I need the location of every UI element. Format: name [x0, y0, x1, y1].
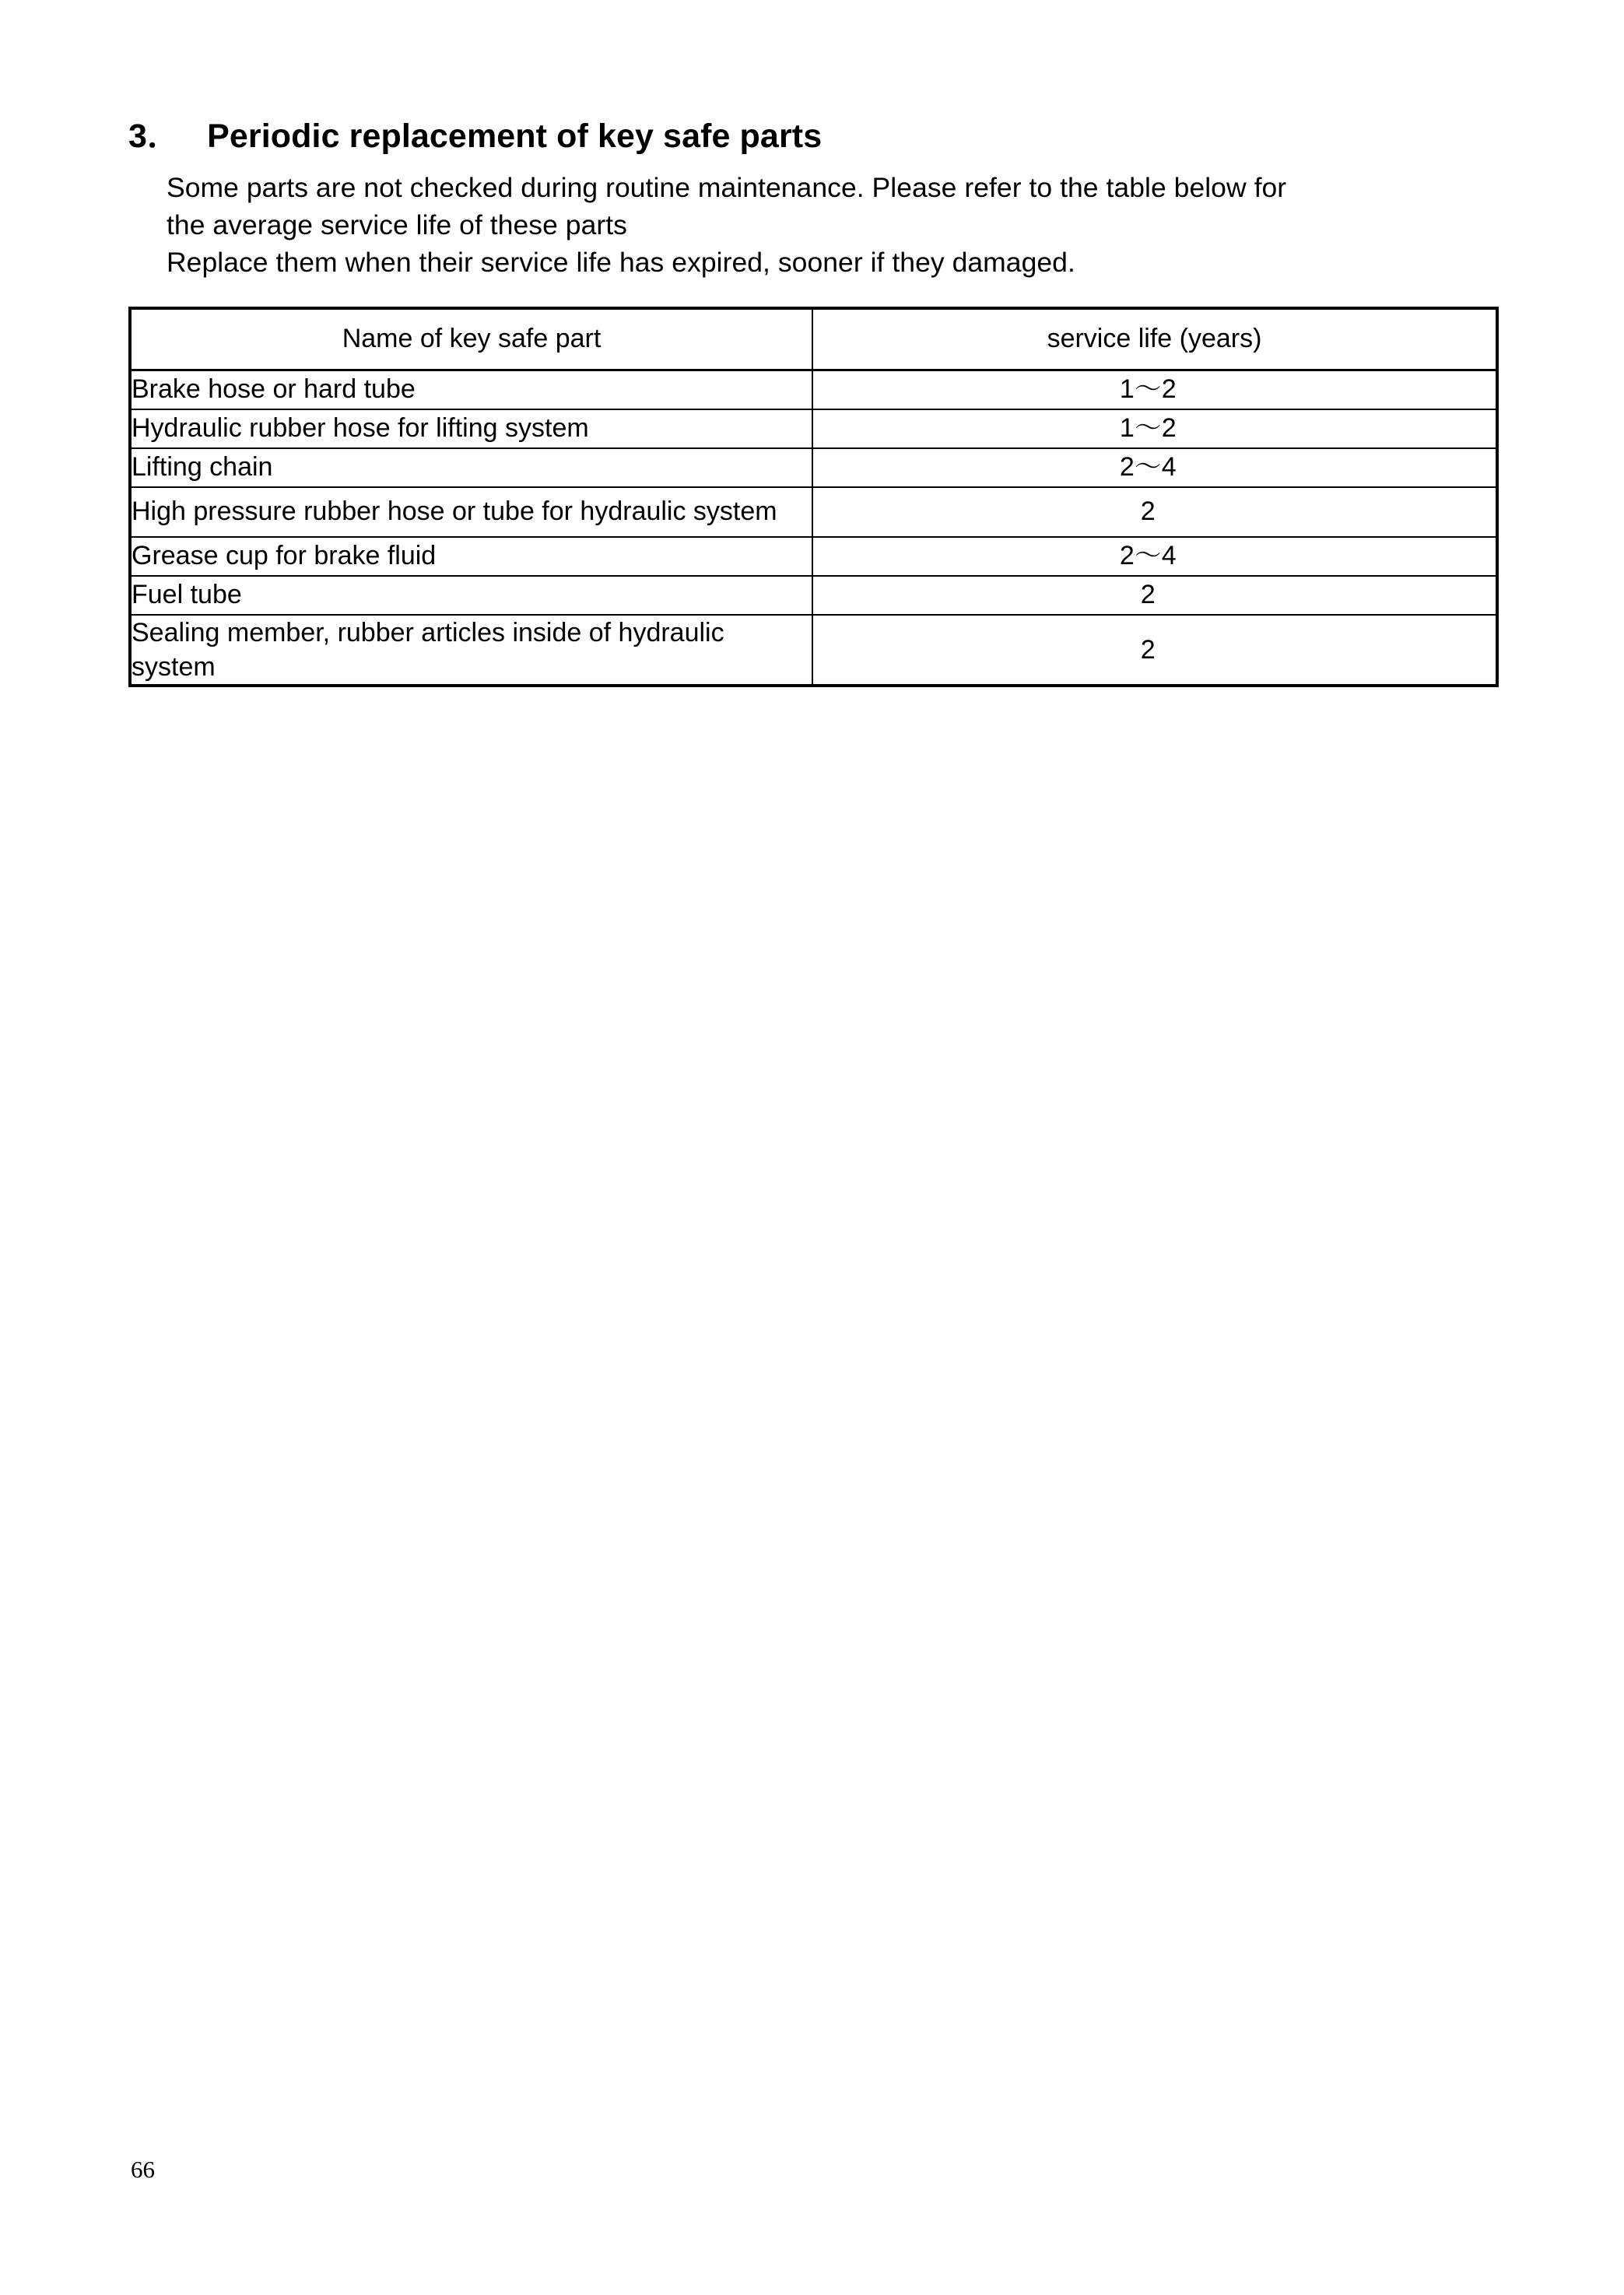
table-row — [130, 576, 1497, 615]
table-row — [130, 537, 1497, 576]
section-number-separator: ． — [147, 118, 181, 155]
service-life-cell — [812, 370, 1497, 409]
part-name-cell: Brake hose or hard tube — [130, 370, 812, 409]
service-life-cell — [812, 448, 1497, 487]
column-header-service-life: service life (years) — [812, 308, 1497, 370]
service-life-value: 1〜2 — [1119, 374, 1177, 405]
part-name-cell: Grease cup for brake fluid — [130, 537, 812, 576]
table-header-row — [130, 308, 1497, 370]
part-name-cell: Lifting chain — [130, 448, 812, 487]
service-life-value: 2 — [1140, 580, 1156, 610]
key-safe-parts-table — [128, 307, 1499, 687]
parts-table-container — [128, 307, 1496, 687]
service-life-value: 2 — [1140, 634, 1156, 665]
section-heading — [128, 117, 1496, 156]
intro-line-3: Replace them when their service life has expired, sooner if they damaged. — [167, 247, 1075, 279]
service-life-cell — [812, 409, 1497, 448]
intro-line-2: the average service life of these parts — [167, 209, 627, 240]
part-name-cell: High pressure rubber hose or tube for hydraulic system — [130, 487, 812, 537]
service-life-value: 2 — [1140, 497, 1156, 527]
page-content — [128, 117, 1496, 687]
service-life-cell — [812, 487, 1497, 537]
service-life-cell — [812, 576, 1497, 615]
table-row — [130, 615, 1497, 686]
part-name-cell: Sealing member, rubber articles inside of hydraulic system — [130, 615, 812, 686]
section-title: Periodic replacement of key safe parts — [207, 118, 823, 155]
table-row — [130, 487, 1497, 537]
table-row — [130, 370, 1497, 409]
column-header-part-name: Name of key safe part — [130, 308, 812, 370]
part-name-cell: Hydraulic rubber hose for lifting system — [130, 409, 812, 448]
service-life-cell — [812, 615, 1497, 686]
service-life-value: 2〜4 — [1119, 452, 1177, 483]
table-row — [130, 409, 1497, 448]
service-life-value: 2〜4 — [1119, 541, 1177, 571]
intro-line-1: Some parts are not checked during routine maintenance. Please refer to the table below for — [167, 171, 1287, 203]
service-life-cell — [812, 537, 1497, 576]
intro-paragraph — [128, 169, 1496, 282]
table-row — [130, 448, 1497, 487]
part-name-cell: Fuel tube — [130, 576, 812, 615]
page-number: 66 — [131, 2156, 155, 2183]
section-number: 3 — [128, 118, 148, 155]
service-life-value: 1〜2 — [1119, 413, 1177, 444]
